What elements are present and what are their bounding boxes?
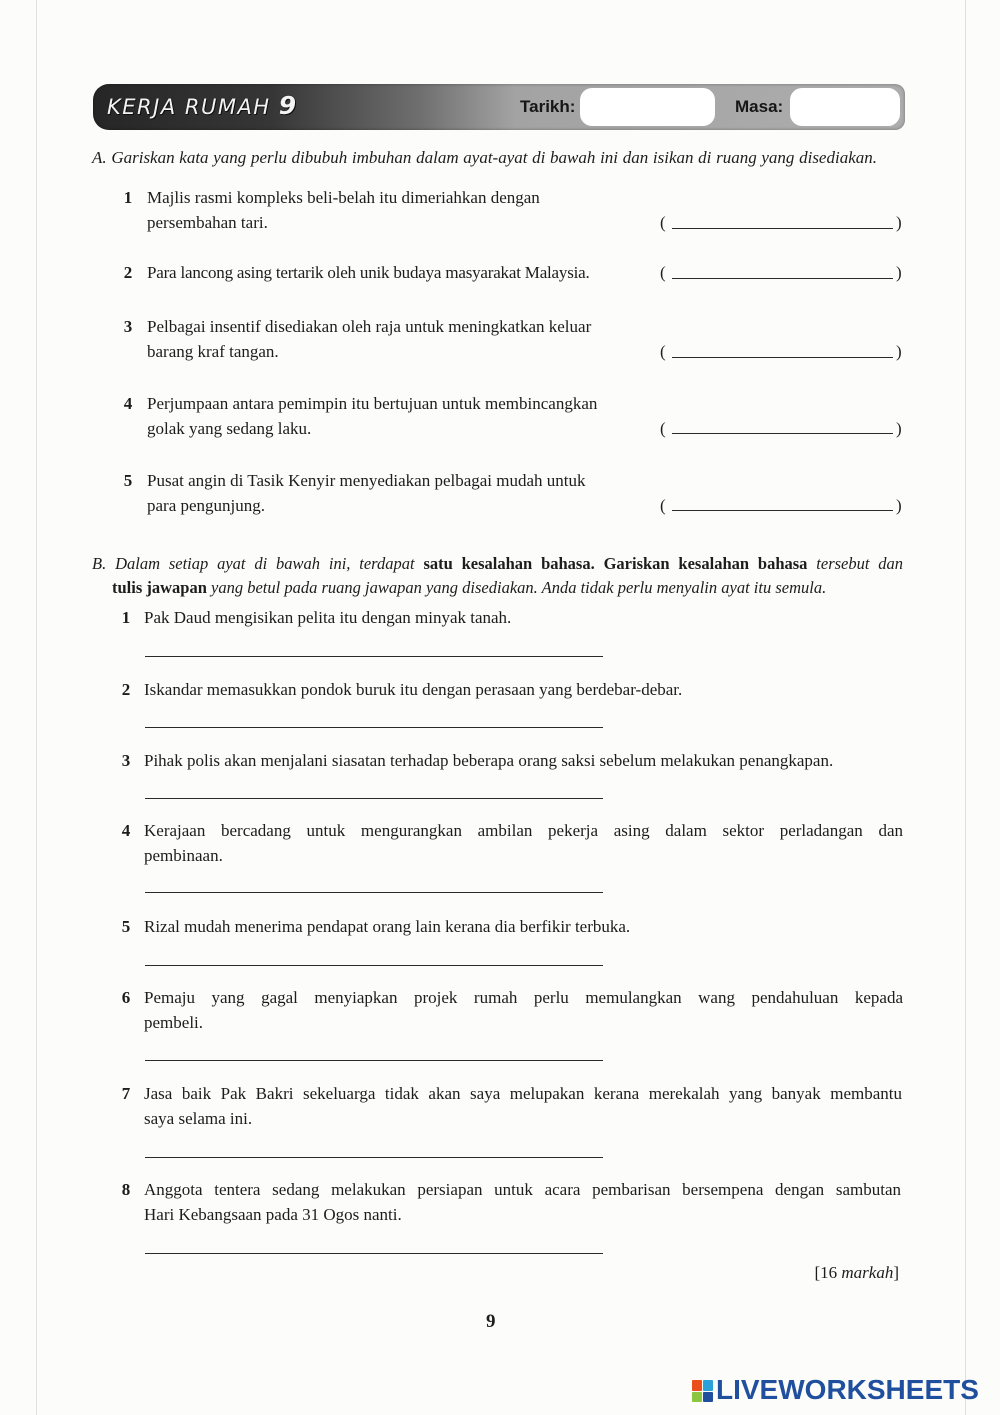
logo-cell	[692, 1380, 702, 1391]
time-label: Masa:	[735, 97, 784, 116]
marks-value: [16	[814, 1263, 838, 1282]
section-a-item-number: 3	[123, 317, 133, 336]
section-a-item-line: persembahan tari.	[147, 213, 268, 232]
section-b-instruction-line	[92, 551, 903, 576]
section-b-answer-input[interactable]	[145, 702, 603, 728]
section-a-item-line: Majlis rasmi kompleks beli-belah itu dimeriahkan dengan	[147, 188, 540, 207]
scan-edge-left	[36, 0, 37, 1415]
total-marks	[814, 1260, 899, 1285]
section-b-item-line: Hari Kebangsaan pada 31 Ogos nanti.	[144, 1205, 402, 1224]
instruction-text: Dalam setiap ayat di bawah ini, terdapat	[115, 554, 415, 573]
answer-open-paren: (	[660, 342, 666, 361]
answer-close-paren: )	[896, 263, 902, 282]
time-input[interactable]	[790, 88, 900, 126]
answer-open-paren: (	[660, 263, 666, 282]
liveworksheets-logo-icon	[692, 1380, 713, 1402]
section-a-answer-input[interactable]	[672, 209, 893, 229]
answer-close-paren: )	[896, 342, 902, 361]
section-b-answer-input[interactable]	[145, 1228, 603, 1254]
section-a-item-line: golak yang sedang laku.	[147, 419, 312, 438]
section-a-label: A.	[92, 148, 107, 167]
section-b-item-number: 2	[121, 680, 131, 699]
section-a-item-line: para pengunjung.	[147, 496, 266, 515]
section-b-item-line: Rizal mudah menerima pendapat orang lain kerana dia berfikir terbuka.	[144, 917, 631, 936]
section-b-label: B.	[92, 554, 107, 573]
section-b-answer-input[interactable]	[145, 773, 603, 799]
worksheet-title-text: KERJA RUMAH	[107, 95, 271, 119]
section-b-item-line: pembinaan.	[144, 846, 223, 865]
section-a-answer-input[interactable]	[672, 338, 893, 358]
section-a-item-number: 5	[123, 471, 133, 490]
answer-open-paren: (	[660, 419, 666, 438]
section-b-answer-input[interactable]	[145, 631, 603, 657]
section-b-item-number: 5	[121, 917, 131, 936]
instruction-text: yang betul pada ruang jawapan yang disediakan. Anda tidak perlu menyalin ayat itu semula.	[211, 578, 827, 597]
date-input[interactable]	[580, 88, 715, 126]
logo-cell	[703, 1380, 713, 1391]
section-b-item-line: Jasa baik Pak Bakri sekeluarga tidak akan saya melupakan kerana merekalah yang banyak membantu	[144, 1084, 902, 1103]
section-a-item-line: Perjumpaan antara pemimpin itu bertujuan untuk membincangkan	[147, 394, 598, 413]
section-b-answer-input[interactable]	[145, 1035, 603, 1061]
section-b-answer-input[interactable]	[145, 940, 603, 966]
marks-word: markah	[841, 1263, 894, 1282]
section-a-item-line: barang kraf tangan.	[147, 342, 279, 361]
marks-close: ]	[893, 1263, 899, 1282]
section-b-item-number: 8	[121, 1180, 131, 1199]
section-b-item-line: saya selama ini.	[144, 1109, 253, 1128]
section-b-item-number: 1	[121, 608, 131, 627]
answer-open-paren: (	[660, 496, 666, 515]
section-a-item-number: 1	[123, 188, 133, 207]
section-a-instruction-text: Gariskan kata yang perlu dibubuh imbuhan dalam ayat-ayat di bawah ini dan isikan di ruang yang disediakan.	[111, 148, 877, 167]
section-b-item-number: 7	[121, 1084, 131, 1103]
logo-cell	[692, 1392, 702, 1403]
section-b-item-number: 3	[121, 751, 131, 770]
instruction-text: tersebut dan	[816, 554, 904, 573]
watermark-text: LIVEWORKSHEETS	[716, 1374, 979, 1405]
scan-edge-right	[965, 0, 966, 1415]
answer-open-paren: (	[660, 213, 666, 232]
section-a-answer-input[interactable]	[672, 414, 893, 434]
answer-close-paren: )	[896, 419, 902, 438]
section-b-item-line: Pak Daud mengisikan pelita itu dengan minyak tanah.	[144, 608, 512, 627]
section-a-item-line: Pusat angin di Tasik Kenyir menyediakan pelbagai mudah untuk	[147, 471, 586, 490]
section-b-item-number: 6	[121, 988, 131, 1007]
section-a-answer-input[interactable]	[672, 491, 893, 511]
section-b-item-line: Pemaju yang gagal menyiapkan projek rumah perlu memulangkan wang pendahuluan kepada	[144, 988, 903, 1007]
worksheet-title	[107, 92, 298, 121]
date-label: Tarikh:	[520, 97, 576, 116]
answer-close-paren: )	[896, 213, 902, 232]
section-b-item-line: Pihak polis akan menjalani siasatan terhadap beberapa orang saksi sebelum melakukan penangkapan.	[144, 751, 834, 770]
page-number: 9	[486, 1311, 496, 1332]
logo-cell	[703, 1392, 713, 1403]
section-a-answer-input[interactable]	[672, 259, 893, 279]
homework-number: 9	[278, 91, 298, 120]
answer-close-paren: )	[896, 496, 902, 515]
section-b-item-line: Kerajaan bercadang untuk mengurangkan ambilan pekerja asing dalam sektor perladangan dan	[144, 821, 903, 840]
section-b-instruction-line	[112, 575, 826, 600]
section-a-instruction	[92, 145, 877, 170]
section-a-item-number: 4	[123, 394, 133, 413]
instruction-emphasis: tulis jawapan	[112, 578, 207, 597]
instruction-emphasis: satu kesalahan bahasa. Gariskan kesalahan bahasa	[423, 554, 808, 573]
section-b-item-line: Anggota tentera sedang melakukan persiapan untuk acara pembarisan bersempena dengan sambutan	[144, 1180, 901, 1199]
section-a-item-line: Pelbagai insentif disediakan oleh raja untuk meningkatkan keluar	[147, 317, 592, 336]
section-b-answer-input[interactable]	[145, 867, 603, 893]
section-b-item-line: pembeli.	[144, 1013, 204, 1032]
section-b-item-number: 4	[121, 821, 131, 840]
section-b-item-line: Iskandar memasukkan pondok buruk itu dengan perasaan yang berdebar-debar.	[144, 680, 683, 699]
section-a-item-line: Para lancong asing tertarik oleh unik budaya masyarakat Malaysia.	[147, 263, 590, 282]
section-b-answer-input[interactable]	[145, 1132, 603, 1158]
header-bar	[93, 84, 905, 130]
section-a-item-number: 2	[123, 263, 133, 282]
